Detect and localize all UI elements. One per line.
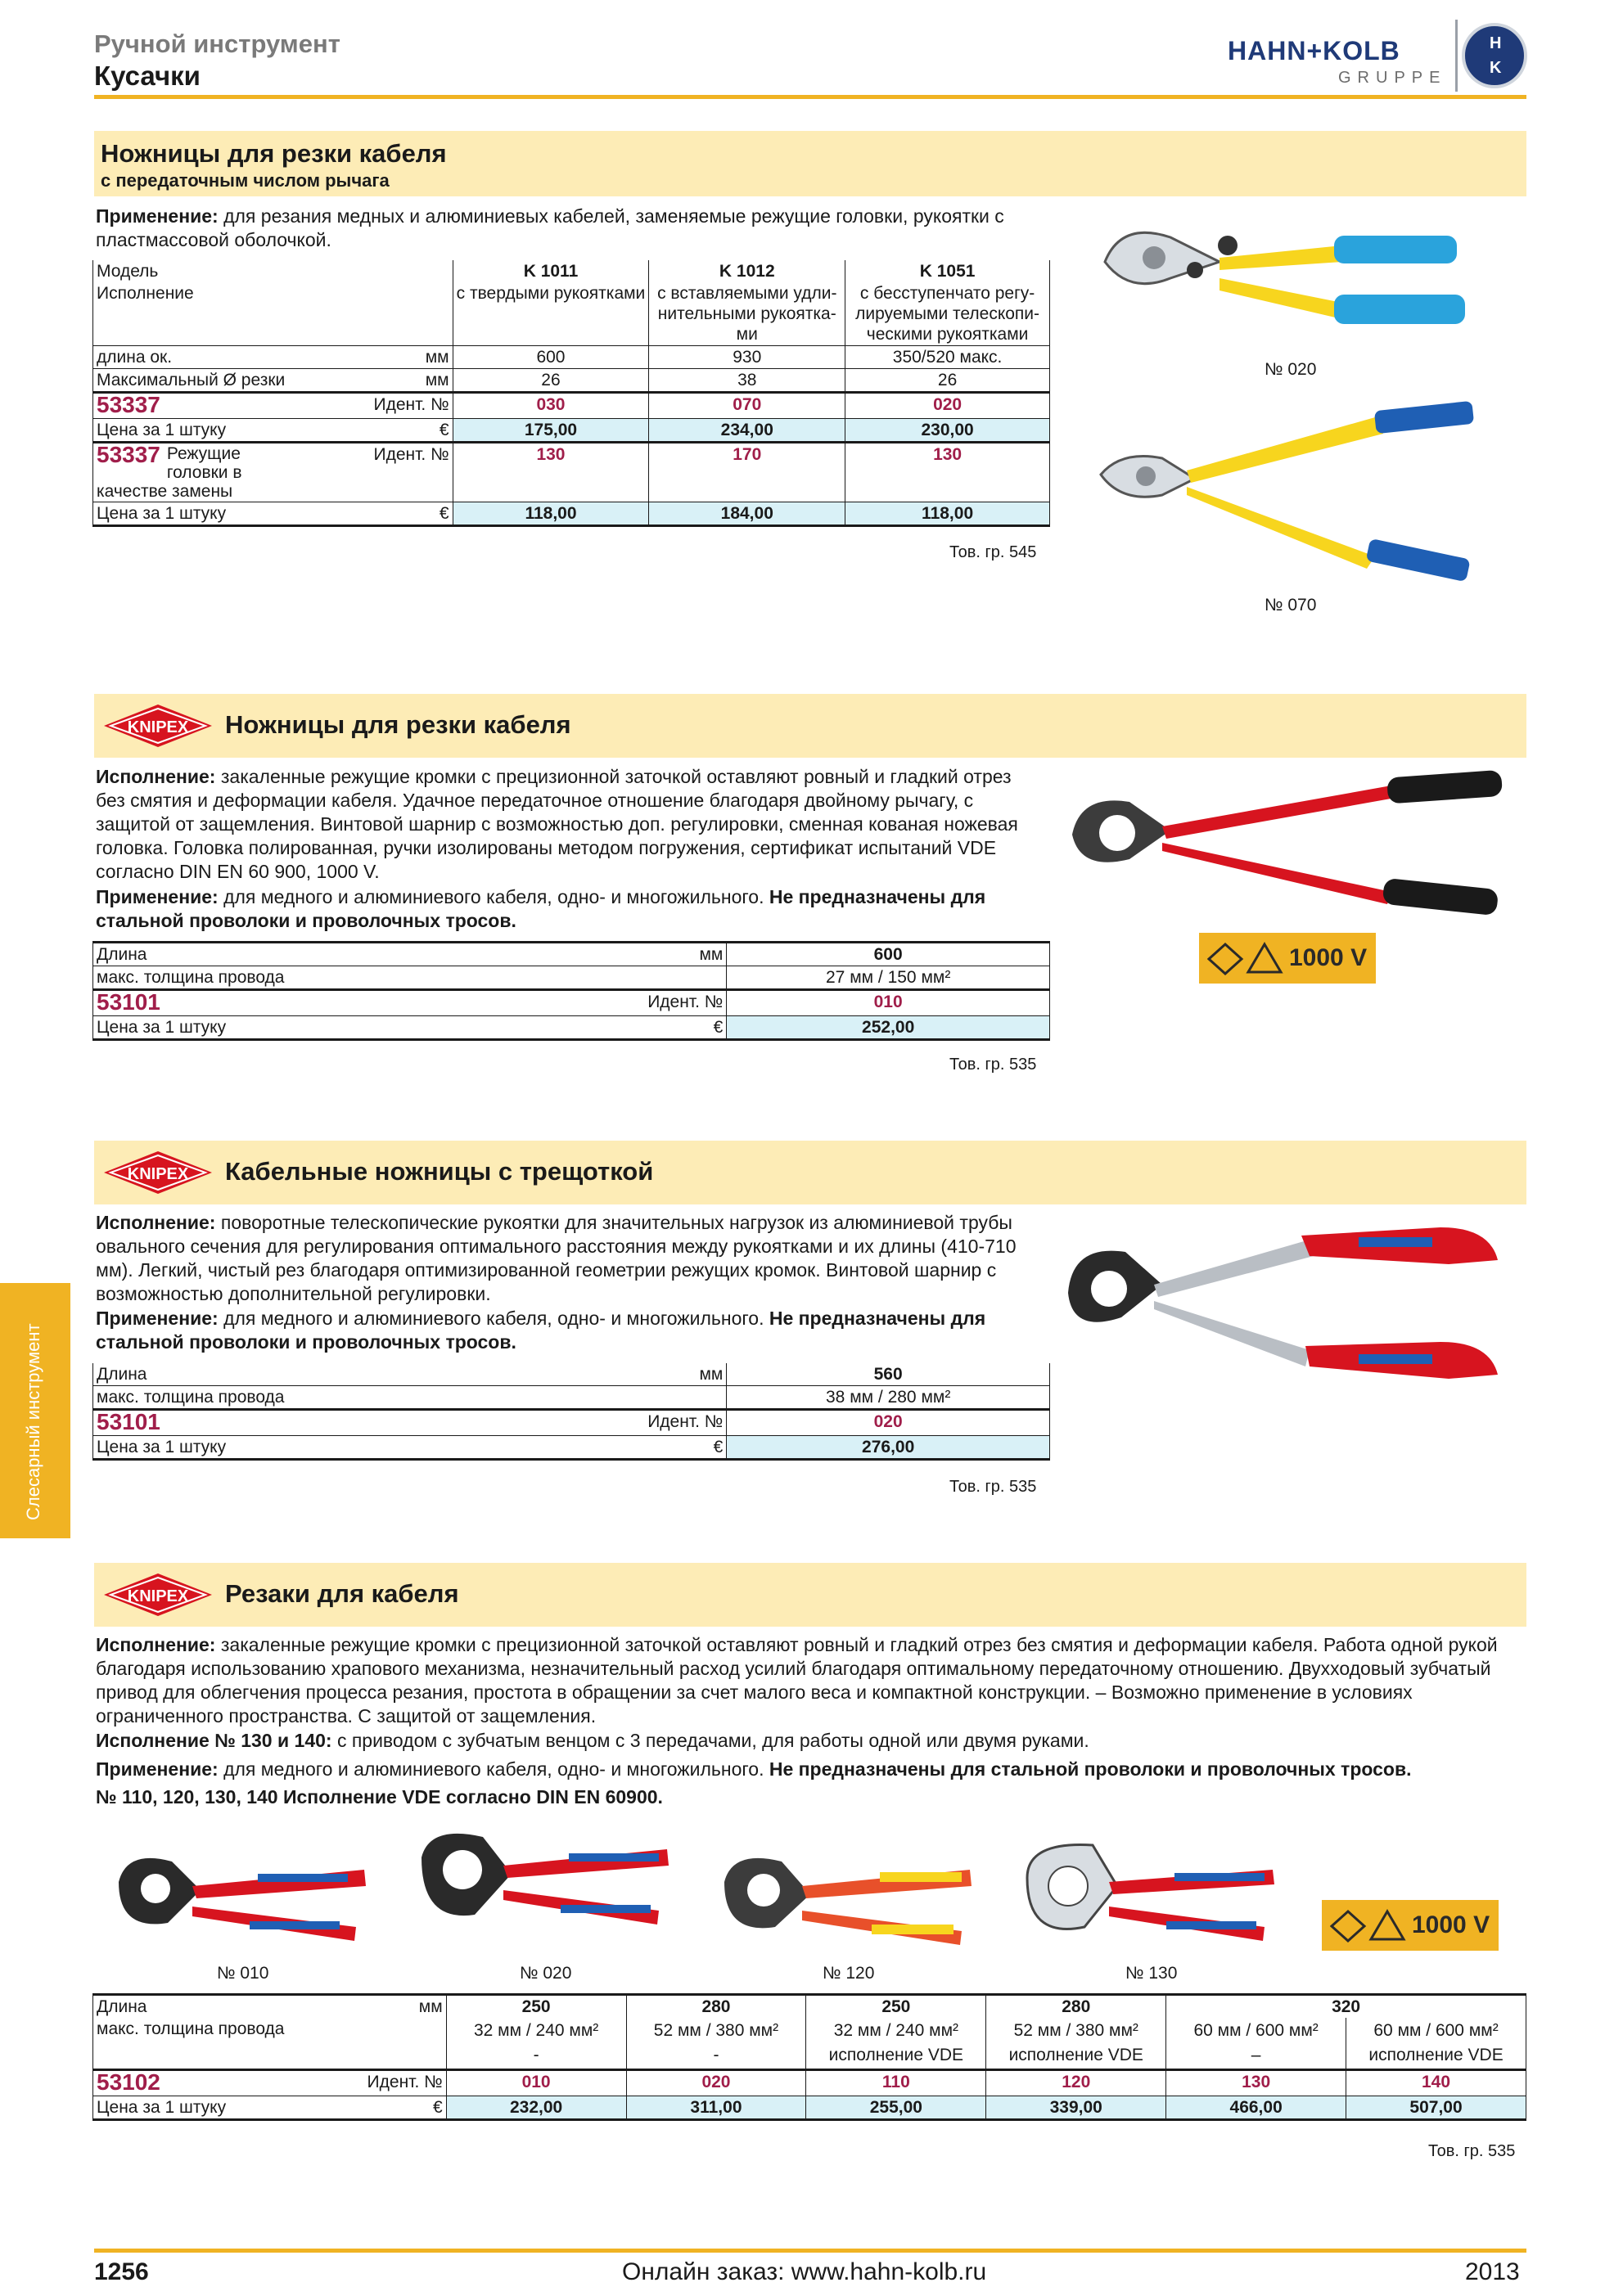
length-label: длина ок. bbox=[97, 348, 173, 367]
section2-execution-label: Исполнение: bbox=[96, 766, 216, 787]
s4-wire-note-3: исполнение VDE bbox=[828, 2046, 964, 2064]
s4-wire-note-2: - bbox=[713, 2046, 719, 2064]
section2-header bbox=[94, 694, 1526, 758]
section3-description bbox=[96, 1211, 1045, 1306]
s2-length: 600 bbox=[727, 943, 1050, 966]
section4-application-bold: Не предназначены для стальной проволоки и проволочных тросов. bbox=[769, 1758, 1412, 1780]
ratchet-cutter-130-image bbox=[1019, 1837, 1281, 1956]
section3-title: Кабельные ножницы с трещоткой bbox=[225, 1157, 654, 1186]
s3-price: 276,00 bbox=[727, 1436, 1050, 1460]
caption-120: № 120 bbox=[823, 1964, 875, 1983]
max-cut-2: 38 bbox=[649, 369, 845, 393]
s2-ident: 010 bbox=[727, 990, 1050, 1016]
vde-1000v-badge-2 bbox=[1322, 1900, 1499, 1951]
s4-price-3: 255,00 bbox=[806, 2096, 986, 2120]
ident-2-3: 130 bbox=[845, 443, 1050, 502]
s4-length-3: 250 bbox=[806, 1995, 986, 2019]
s3-length-unit: мм bbox=[699, 1365, 724, 1384]
s4-wire-note-4: исполнение VDE bbox=[1008, 2046, 1143, 2064]
side-tab bbox=[0, 1283, 70, 1538]
s4-price-2: 311,00 bbox=[626, 2096, 806, 2120]
vde-1000v-badge bbox=[1199, 933, 1376, 984]
logo-letter-h: H bbox=[1490, 34, 1502, 52]
knipex-cable-shears-image bbox=[1064, 769, 1506, 916]
hahn-kolb-logo bbox=[1228, 20, 1531, 95]
s3-length: 560 bbox=[727, 1363, 1050, 1386]
ident-3: 020 bbox=[845, 393, 1050, 419]
price-1: 175,00 bbox=[453, 419, 649, 443]
section1-header bbox=[94, 131, 1526, 196]
s4-length-label: Длина bbox=[97, 1997, 147, 2016]
section3-application-label: Применение: bbox=[96, 1308, 219, 1329]
section2-product-group: Тов. гр. 535 bbox=[949, 1056, 1037, 1074]
caption-020: № 020 bbox=[1265, 360, 1317, 379]
execution-2: с вставляемыми удли-нительными рукоятка-ми bbox=[649, 282, 845, 346]
price-label-2: Цена за 1 штуку bbox=[97, 504, 227, 523]
s4-wire-1: 32 мм / 240 мм² bbox=[473, 2021, 599, 2040]
s2-length-unit: мм bbox=[699, 945, 724, 964]
s4-price-6: 507,00 bbox=[1346, 2096, 1526, 2120]
section4-execution2 bbox=[96, 1729, 1528, 1753]
ratchet-cutter-120-image bbox=[716, 1849, 978, 1956]
article-number: 53337 bbox=[97, 392, 160, 417]
logo-gruppe: GRUPPE bbox=[1338, 69, 1447, 87]
section1-subtitle: с передаточным числом рычага bbox=[101, 170, 390, 191]
cable-cutter-020-image bbox=[1097, 213, 1481, 352]
section2-description bbox=[96, 765, 1045, 884]
s4-wire-3: 32 мм / 240 мм² bbox=[833, 2021, 958, 2040]
logo-name: HAHN+KOLB bbox=[1228, 36, 1400, 65]
caption-130: № 130 bbox=[1125, 1964, 1178, 1983]
s4-price-label: Цена за 1 штуку bbox=[97, 2098, 227, 2117]
s4-ident-2: 020 bbox=[626, 2070, 806, 2096]
s4-wire-4: 52 мм / 380 мм² bbox=[1013, 2021, 1138, 2040]
logo-letter-k: K bbox=[1490, 59, 1502, 77]
section3-execution-label: Исполнение: bbox=[96, 1212, 216, 1233]
s4-price-5: 466,00 bbox=[1166, 2096, 1346, 2120]
s4-article-number: 53102 bbox=[97, 2069, 160, 2095]
section1-title: Ножницы для резки кабеля bbox=[101, 139, 447, 168]
length-1: 600 bbox=[453, 346, 649, 369]
s2-price-label: Цена за 1 штуку bbox=[97, 1018, 227, 1037]
ratchet-cutter-020-image bbox=[413, 1825, 675, 1947]
section2-application-text: для медного и алюминиевого кабеля, одно- и многожильного. bbox=[218, 886, 769, 907]
s3-wire: 38 мм / 280 мм² bbox=[727, 1386, 1050, 1410]
s4-length-4: 280 bbox=[986, 1995, 1166, 2019]
article-number-2: 53337 bbox=[97, 442, 160, 467]
s4-length-2: 280 bbox=[626, 1995, 806, 2019]
price-2: 234,00 bbox=[649, 419, 845, 443]
length-2: 930 bbox=[649, 346, 845, 369]
s4-ident-1: 010 bbox=[446, 2070, 626, 2096]
ratchet-cutter-010-image bbox=[110, 1849, 372, 1956]
section4-description bbox=[96, 1633, 1528, 1728]
knipex-logo bbox=[101, 1148, 215, 1197]
price-2-2: 184,00 bbox=[649, 502, 845, 526]
header-subcategory: Кусачки bbox=[94, 61, 201, 91]
section3-application-bold: Не предназначены для стальной проволоки и проволочных тросов. bbox=[96, 1308, 986, 1353]
ident-2-1: 130 bbox=[453, 443, 649, 502]
ident-label-2: Идент. № bbox=[373, 445, 449, 464]
s3-wire-label: макс. толщина провода bbox=[93, 1386, 727, 1410]
max-cut-label: Максимальный Ø резки bbox=[97, 371, 286, 389]
section4-header bbox=[94, 1563, 1526, 1627]
length-3: 350/520 макс. bbox=[845, 346, 1050, 369]
max-cut-3: 26 bbox=[845, 369, 1050, 393]
s3-currency: € bbox=[713, 1438, 724, 1456]
section4-title: Резаки для кабеля bbox=[225, 1579, 459, 1608]
knipex-logo-text: KNIPEX bbox=[127, 1587, 189, 1605]
s4-length-1: 250 bbox=[446, 1995, 626, 2019]
s2-ident-label: Идент. № bbox=[647, 993, 724, 1011]
s4-length-5: 320 bbox=[1166, 1995, 1526, 2019]
caption-020: № 020 bbox=[520, 1964, 572, 1983]
caption-010: № 010 bbox=[217, 1964, 269, 1983]
section2-application bbox=[96, 885, 1045, 933]
currency-2: € bbox=[439, 504, 449, 523]
section1-spec-table bbox=[92, 260, 1050, 527]
s2-wire: 27 мм / 150 мм² bbox=[727, 966, 1050, 990]
s2-length-label: Длина bbox=[97, 945, 147, 964]
section1-application-text: для резания медных и алюминиевых кабелей, заменяемые режущие головки, рукоятки с пластмассовой оболочкой. bbox=[96, 205, 1004, 250]
ratchet-cable-shears-image bbox=[1064, 1219, 1506, 1383]
header-category: Ручной инструмент bbox=[94, 29, 340, 58]
side-tab-label: Слесарный инструмент bbox=[23, 1323, 43, 1520]
s4-price-4: 339,00 bbox=[986, 2096, 1166, 2120]
price-3: 230,00 bbox=[845, 419, 1050, 443]
ident-2-2: 170 bbox=[649, 443, 845, 502]
page-number: 1256 bbox=[94, 2258, 149, 2285]
execution-1: с твердыми рукоятками bbox=[453, 282, 649, 346]
s4-wire-note-1: - bbox=[533, 2046, 539, 2064]
s3-ident: 020 bbox=[727, 1410, 1050, 1436]
section1-product-group: Тов. гр. 545 bbox=[949, 543, 1037, 561]
ident-2: 070 bbox=[649, 393, 845, 419]
section3-spec-table bbox=[92, 1363, 1050, 1461]
footer-divider bbox=[94, 2249, 1526, 2253]
s4-wire-label: макс. толщина провода bbox=[93, 2018, 447, 2070]
cable-cutter-070-image bbox=[1097, 401, 1481, 589]
s4-length-unit: мм bbox=[418, 1997, 443, 2016]
section4-application bbox=[96, 1758, 1528, 1781]
execution-3: с бесступенчато регу-лируемыми телескопи-ческими рукоятками bbox=[845, 282, 1050, 346]
vde-label-2: 1000 V bbox=[1412, 1911, 1490, 1938]
section4-spec-table bbox=[92, 1993, 1526, 2121]
ident-label: Идент. № bbox=[373, 395, 449, 414]
max-cut-unit: мм bbox=[425, 371, 449, 389]
execution-label: Исполнение bbox=[93, 282, 453, 346]
section1-application bbox=[96, 205, 1045, 252]
section4-product-group: Тов. гр. 535 bbox=[1428, 2142, 1516, 2160]
price-2-3: 118,00 bbox=[845, 502, 1050, 526]
s4-currency: € bbox=[432, 2098, 443, 2117]
knipex-logo-text: KNIPEX bbox=[127, 718, 189, 736]
section3-product-group: Тов. гр. 535 bbox=[949, 1478, 1037, 1496]
header-divider bbox=[94, 95, 1526, 99]
s2-currency: € bbox=[713, 1018, 724, 1037]
s3-price-label: Цена за 1 штуку bbox=[97, 1438, 227, 1456]
section4-execution2-label: Исполнение № 130 и 140: bbox=[96, 1730, 332, 1751]
knipex-logo bbox=[101, 701, 215, 750]
section3-execution-text: поворотные телескопические рукоятки для значительных нагрузок из алюминиевой трубы овального сечения для регулирования оптимального расстояния между рукоятками и их длины (410-710 мм). Легкий, чистый рез благодаря оптимизированной геометрии режущих кромок. Винтовой шарнир с возможностью дополнительной регулировки. bbox=[96, 1212, 1017, 1304]
s4-ident-label: Идент. № bbox=[367, 2073, 443, 2091]
s4-wire-note-6: исполнение VDE bbox=[1368, 2046, 1504, 2064]
s4-wire-2: 52 мм / 380 мм² bbox=[653, 2021, 779, 2040]
section2-title: Ножницы для резки кабеля bbox=[225, 710, 571, 739]
section1-application-label: Применение: bbox=[96, 205, 219, 227]
vde-symbols-icon bbox=[1330, 1908, 1408, 1943]
model-2: K 1012 bbox=[649, 260, 845, 282]
section2-application-label: Применение: bbox=[96, 886, 219, 907]
s2-price: 252,00 bbox=[727, 1016, 1050, 1040]
s4-ident-5: 130 bbox=[1166, 2070, 1346, 2096]
model-3: K 1051 bbox=[845, 260, 1050, 282]
price-2-1: 118,00 bbox=[453, 502, 649, 526]
section4-execution-label: Исполнение: bbox=[96, 1634, 216, 1655]
section4-vde-note: № 110, 120, 130, 140 Исполнение VDE согласно DIN EN 60900. bbox=[96, 1786, 663, 1808]
length-unit: мм bbox=[425, 348, 449, 367]
section2-application-bold: Не предназначены для стальной проволоки и проволочных тросов. bbox=[96, 886, 986, 931]
ident-1: 030 bbox=[453, 393, 649, 419]
online-order-link[interactable]: Онлайн заказ: www.hahn-kolb.ru bbox=[622, 2258, 987, 2285]
section2-execution-text: закаленные режущие кромки с прецизионной заточкой оставляют ровный и гладкий отрез без смятия и деформации кабеля. Удачное передаточное отношение благодаря двойному рычагу, с защитой от защемления. Винтовой шарнир с возможностью доп. регулировки, сменная кованая ножевая головка. Головка полированная, ручки изолированы методом погружения, сертификат испытаний VDE согласно DIN EN 60 900, 1000 V. bbox=[96, 766, 1018, 882]
vde-symbols-icon bbox=[1207, 941, 1285, 975]
s3-length-label: Длина bbox=[97, 1365, 147, 1384]
s2-wire-label: макс. толщина провода bbox=[93, 966, 727, 990]
max-cut-1: 26 bbox=[453, 369, 649, 393]
s4-ident-4: 120 bbox=[986, 2070, 1166, 2096]
section3-application bbox=[96, 1307, 1045, 1354]
vde-label: 1000 V bbox=[1289, 944, 1368, 971]
s4-wire-note-5: – bbox=[1251, 2046, 1261, 2064]
section4-execution-text: закаленные режущие кромки с прецизионной заточкой оставляют ровный и гладкий отрез без смятия и деформации кабеля. Работа одной рукой благодаря использованию храпового механизма, незначительный расход усилий благодаря оптимальному передаточному отношению. Двухходовый зубчатый привод для облегчения процесса резания, простота в обращении за счет малого веса и компактной конструкции. – Возможно применение в условиях ограниченного пространства. С защитой от защемления. bbox=[96, 1634, 1498, 1727]
caption-070: № 070 bbox=[1265, 596, 1317, 615]
section3-application-text: для медного и алюминиевого кабеля, одно- и многожильного. bbox=[218, 1308, 769, 1329]
s4-wire-6: 60 мм / 600 мм² bbox=[1373, 2021, 1499, 2040]
s4-wire-5: 60 мм / 600 мм² bbox=[1193, 2021, 1319, 2040]
s3-ident-label: Идент. № bbox=[647, 1412, 724, 1431]
knipex-logo-text: KNIPEX bbox=[127, 1165, 189, 1183]
s4-ident-3: 110 bbox=[806, 2070, 986, 2096]
catalog-year: 2013 bbox=[1465, 2258, 1520, 2285]
section4-application-text: для медного и алюминиевого кабеля, одно- и многожильного. bbox=[218, 1758, 769, 1780]
model-label: Модель bbox=[93, 260, 453, 282]
section2-spec-table bbox=[92, 941, 1050, 1041]
s3-article-number: 53101 bbox=[97, 1409, 160, 1434]
section4-execution2-text: с приводом с зубчатым венцом с 3 передачами, для работы одной или двумя руками. bbox=[331, 1730, 1089, 1751]
article-2-description: Режущие головки в качестве замены bbox=[97, 444, 242, 501]
section3-header bbox=[94, 1141, 1526, 1204]
s4-price-1: 232,00 bbox=[446, 2096, 626, 2120]
knipex-logo bbox=[101, 1570, 215, 1619]
price-label: Цена за 1 штуку bbox=[97, 421, 227, 439]
currency: € bbox=[439, 421, 449, 439]
model-1: K 1011 bbox=[453, 260, 649, 282]
s2-article-number: 53101 bbox=[97, 989, 160, 1015]
s4-ident-6: 140 bbox=[1346, 2070, 1526, 2096]
logo-separator bbox=[1455, 20, 1458, 92]
section4-application-label: Применение: bbox=[96, 1758, 219, 1780]
logo-emblem-icon bbox=[1462, 23, 1527, 88]
